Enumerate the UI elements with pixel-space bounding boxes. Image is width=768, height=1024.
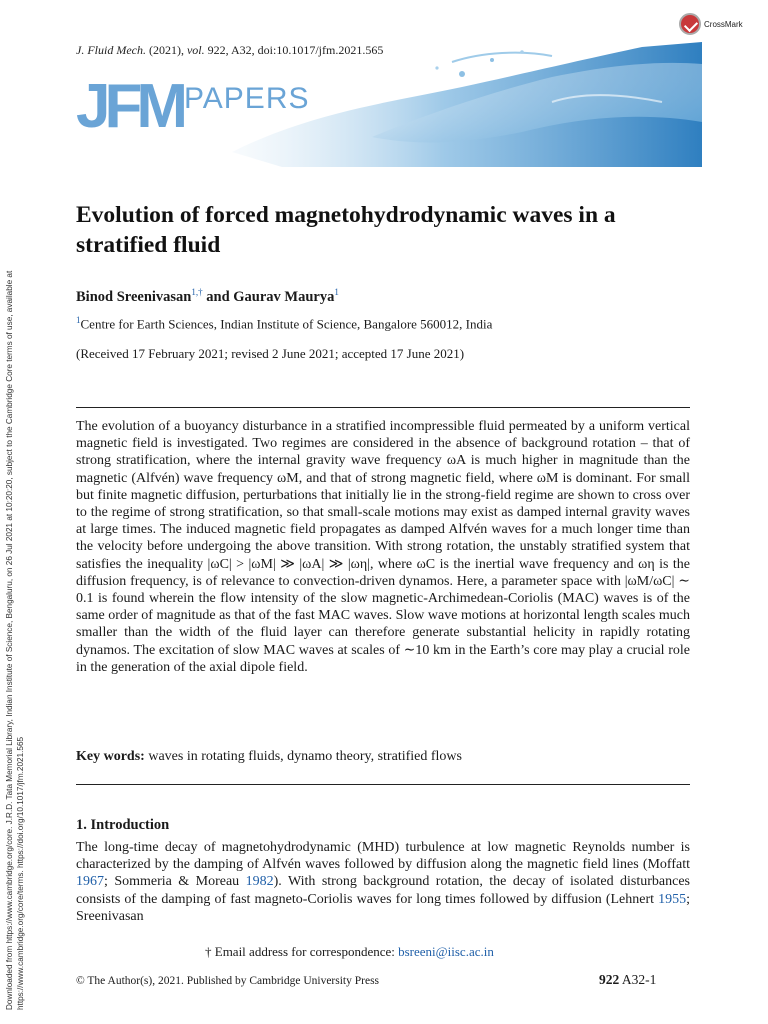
crossmark-label: CrossMark — [704, 19, 743, 29]
email-link[interactable]: bsreeni@iisc.ac.in — [398, 944, 494, 959]
author-affil-link[interactable]: 1,† — [191, 287, 203, 297]
footnote-label: † Email address for correspondence: — [205, 944, 399, 959]
keywords-label: Key words: — [76, 749, 145, 764]
affiliation — [76, 315, 492, 332]
section-text: ; Sommeria & Moreau — [104, 874, 246, 890]
journal-year: (2021), — [148, 43, 184, 57]
volume-number: 922 — [599, 972, 620, 987]
abstract-bottom-rule — [76, 784, 690, 785]
abstract-top-rule — [76, 407, 690, 408]
citation-link[interactable]: 1967 — [76, 874, 104, 890]
citation-link[interactable]: 1955 — [658, 891, 687, 907]
author-name: Binod Sreenivasan — [76, 288, 192, 305]
copyright-notice: © The Author(s), 2021. Published by Cambridge University Press — [76, 975, 380, 987]
journal-doi: 922, A32, doi:10.1017/jfm.2021.565 — [207, 43, 384, 57]
section-body — [76, 839, 690, 925]
article-title: Evolution of forced magnetohydrodynamic waves in a stratified fluid — [76, 202, 616, 258]
affiliation-text: Centre for Earth Sciences, Indian Institute of Science, Bangalore 560012, India — [80, 316, 493, 332]
article-page: A32-1 — [621, 972, 657, 987]
crossmark-icon — [679, 13, 701, 35]
abstract: The evolution of a buoyancy disturbance in a stratified incompressible fluid permeated by a uniform vertical magnetic field is investigated. Two regimes are considered in the absence of background rotation – that of strong stratification, where the internal gravity wave frequency ωA is much higher in magnitude than the magnetic (Alfvén) wave frequency ωM, and that of strong magnetic field, where ωM is dominant. For small but finite magnetic diffusion, perturbations that initially lie in the strong-field regime are shown to cross over to the regime of strong stratification, so that small-scale motions may exist as damped internal gravity waves at large times. The induced magnetic field propagates as damped Alfvén waves for a much longer time than the velocity before undergoing the above transition. With strong rotation, the unstably stratified system that satisfies the inequality |ωC| > |ωM| ≫ |ωA| ≫ |ωη|, where ωC is the inertial wave frequency and ωη is the diffusion frequency, is of relevance to convection-driven dynamos. Here, a parameter space with |ωM/ωC| ∼ 0.1 is found wherein the flow intensity of the slow magnetic-Archimedean-Coriolis (MAC) waves is of the same order of magnitude as that of the fast MAC waves. Slow wave motions at horizontal length scales much smaller than the width of the fluid layer can therefore generate substantial helicity in rapidly rotating dynamos. The excitation of slow MAC waves at scales of ∼10 km in the Earth’s core may play a crucial role in the generation of the axial dipole field. — [76, 419, 690, 675]
author-joiner: and — [202, 288, 234, 305]
papers-label: PAPERS — [184, 82, 310, 115]
jfm-banner — [72, 62, 700, 172]
crossmark-badge[interactable] — [679, 13, 743, 35]
received-dates: (Received 17 February 2021; revised 2 June 2021; accepted 17 June 2021) — [76, 346, 465, 361]
page-number — [599, 972, 656, 988]
keywords — [76, 749, 462, 765]
citation-link[interactable]: 1982 — [245, 874, 274, 890]
section-heading: 1. Introduction — [76, 817, 170, 833]
journal-name: J. Fluid Mech. — [76, 43, 146, 57]
section-text: ). With strong background rotation, the decay of isolated disturbances consists of the damping of fast magneto-Coriolis waves for long times followed by diffusion (Lehnert — [76, 874, 690, 907]
section-text: ; Sreenivasan — [76, 891, 690, 924]
correspondence-footnote — [205, 944, 494, 960]
affiliation-mark: 1 — [76, 315, 81, 325]
download-notice — [4, 160, 34, 1010]
section-text: The long-time decay of magnetohydrodynamic (MHD) turbulence at low magnetic Reynolds number is characterized by the damping of Alfvén waves followed by diffusion along the magnetic field lines (Moffatt — [76, 840, 690, 873]
author-name: Gaurav Maurya — [233, 288, 335, 305]
download-notice-line-2: https://www.cambridge.org/core/terms. https://doi.org/10.1017/jfm.2021.565 — [16, 736, 25, 1010]
download-notice-line-1: Downloaded from https://www.cambridge.org/core. J.R.D. Tata Memorial Library, Indian Institute of Science, Bengaluru, on 26 Jul 2021 at 10:20:20, subject to the Cambridge Core terms of use, available at — [5, 270, 14, 1010]
jfm-logo: JFM — [76, 72, 182, 141]
journal-vol-label: vol. — [186, 43, 205, 57]
author-list — [76, 287, 339, 306]
author-affil-link[interactable]: 1 — [334, 287, 339, 297]
keywords-text: waves in rotating fluids, dynamo theory, stratified flows — [148, 749, 462, 764]
